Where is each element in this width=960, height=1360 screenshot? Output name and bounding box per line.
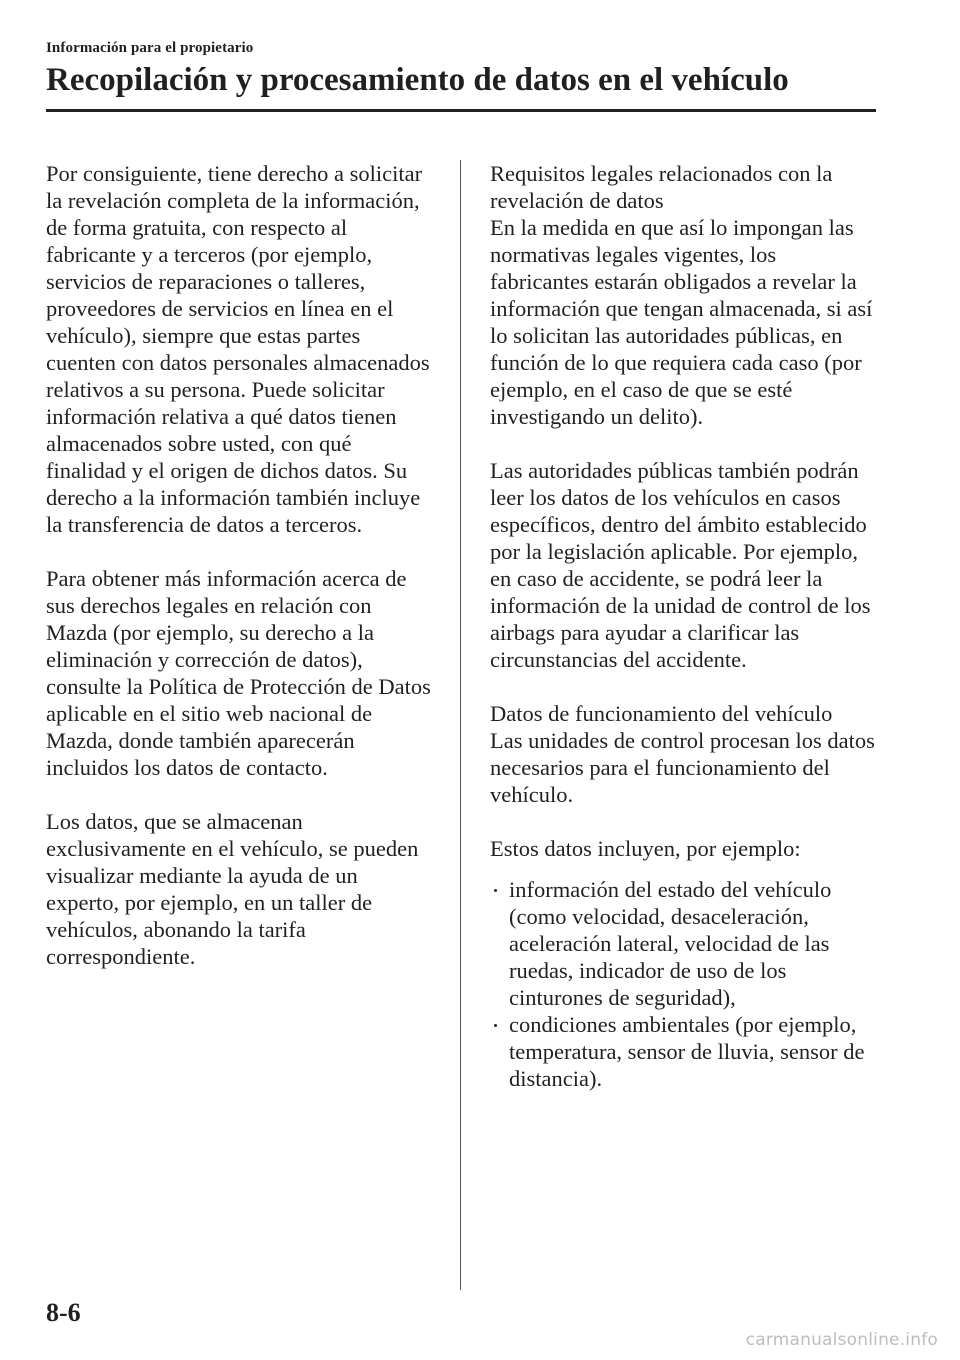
bullet-list — [490, 876, 890, 1092]
bullet-dot-icon — [494, 889, 497, 892]
right-column — [490, 160, 890, 1092]
column-divider — [460, 160, 461, 1290]
paragraph-operating-data: Datos de funcionamiento del vehículo Las unidades de control procesan los datos necesarios para el funcionamiento del vehículo. — [490, 701, 875, 807]
title-rule — [46, 109, 876, 112]
watermark: carmanualsonline.info — [745, 1330, 938, 1350]
paragraph-stored-data: Los datos, que se almacenan exclusivamente en el vehículo, se pueden visualizar mediante la ayuda de un experto, por ejemplo, en un taller de vehículos, abonando la tarifa correspondiente. — [46, 809, 419, 969]
list-item-text: condiciones ambientales (por ejemplo, temperatura, sensor de lluvia, sensor de distancia). — [509, 1012, 865, 1091]
section-label: Información para el propietario — [46, 40, 254, 56]
list-item-text: información del estado del vehículo (como velocidad, desaceleración, aceleración lateral, velocidad de las ruedas, indicador de uso de los cinturones de seguridad), — [509, 877, 832, 1010]
list-item — [490, 876, 890, 1011]
paragraph-public-authorities: Las autoridades públicas también podrán leer los datos de los vehículos en casos específicos, dentro del ámbito establecido por la legislación aplicable. Por ejemplo, en caso de accidente, se podrá leer la información de la unidad de control de los airbags para ayudar a clarificar las circunstancias del accidente. — [490, 458, 871, 672]
paragraph-legal-requirements: Requisitos legales relacionados con la revelación de datos En la medida en que así lo impongan las normativas legales vigentes, los fabricantes estarán obligados a revelar la información que tengan almacenada, si así lo solicitan las autoridades públicas, en función de lo que requiera cada caso (por ejemplo, en el caso de que se esté investigando un delito). — [490, 161, 873, 429]
left-column — [46, 160, 444, 997]
paragraph-right-to-information: Por consiguiente, tiene derecho a solicitar la revelación completa de la información, de forma gratuita, con respecto al fabricante y a terceros (por ejemplo, servicios de reparaciones o talleres, proveedores de servicios en línea en el vehículo), siempre que estas partes cuenten con datos personales almacenados relativos a su persona. Puede solicitar información relativa a qué datos tienen almacenados sobre usted, con qué finalidad y el origen de dichos datos. Su derecho a la información también incluye la transferencia de datos a terceros. — [46, 161, 430, 537]
paragraph-examples-intro: Estos datos incluyen, por ejemplo: — [490, 836, 801, 861]
paragraph-legal-rights: Para obtener más información acerca de sus derechos legales en relación con Mazda (por ejemplo, su derecho a la eliminación y corrección de datos), consulte la Política de Protección de Datos aplicable en el sitio web nacional de Mazda, donde también aparecerán incluidos los datos de contacto. — [46, 566, 431, 780]
page-title: Recopilación y procesamiento de datos en el vehículo — [46, 62, 789, 98]
list-item — [490, 1011, 890, 1092]
page-number: 8-6 — [46, 1298, 81, 1327]
bullet-dot-icon — [494, 1024, 497, 1027]
